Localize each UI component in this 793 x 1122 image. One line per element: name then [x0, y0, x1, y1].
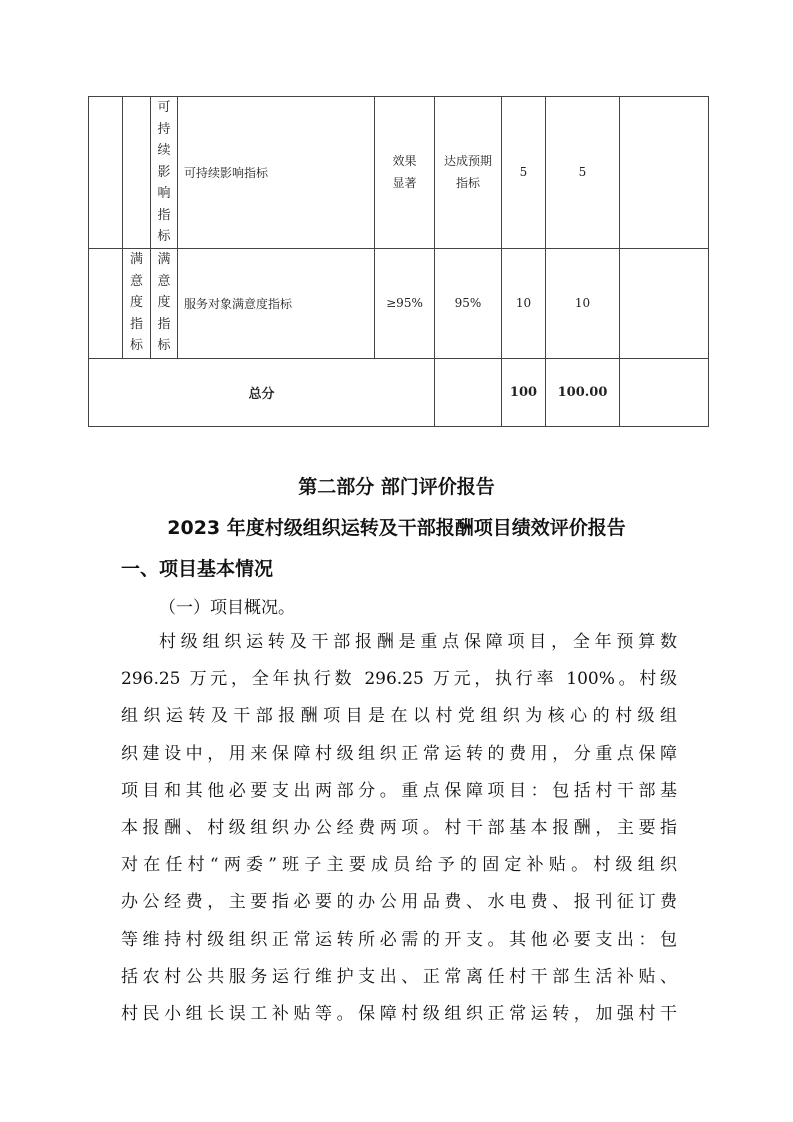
- paragraph-line: 织建设中，用来保障村级组织正常运转的费用，分重点保障: [121, 743, 677, 764]
- table-row: [89, 248, 709, 358]
- vertical-char: 响: [157, 186, 171, 201]
- paragraph-line: 办公经费，主要指必要的办公用品费、水电费、报刊征订费: [121, 892, 677, 913]
- indicator-category-cell: [151, 97, 178, 249]
- part-heading: 第二部分 部门评价报告: [298, 476, 495, 498]
- paragraph-line: 村级组织运转及干部报酬是重点保障项目，全年预算数: [159, 632, 677, 652]
- total-weight: 100: [502, 358, 546, 426]
- vertical-char: 满: [129, 252, 143, 268]
- subsection-heading: （一）项目概况。: [159, 598, 295, 618]
- target-value-cell: ≥95%: [375, 248, 435, 358]
- paragraph-line: 本报酬、村级组织办公经费两项。村干部基本报酬，主要指: [121, 817, 677, 838]
- report-title: 2023 年度村级组织运转及干部报酬项目绩效评价报告: [167, 517, 626, 539]
- indicator-category-cell: [151, 248, 178, 358]
- note-cell: [620, 97, 709, 249]
- vertical-char: 标: [129, 338, 143, 354]
- score-cell: 5: [546, 97, 620, 249]
- vertical-char: 度: [129, 295, 143, 311]
- section-heading: 一、项目基本情况: [121, 558, 274, 580]
- indicator-name-cell: 服务对象满意度指标: [178, 248, 375, 358]
- vertical-char: 标: [157, 338, 171, 354]
- indicator-name-cell: 可持续影响指标: [178, 97, 375, 249]
- vertical-char: 可: [157, 100, 171, 115]
- vertical-char: 持: [157, 121, 171, 137]
- actual-value-cell: 95%: [435, 248, 502, 358]
- total-score: 100.00: [546, 358, 620, 426]
- indicator-group-cell: [123, 248, 151, 358]
- vertical-char: 影: [157, 164, 171, 180]
- paragraph-line: 括农村公共服务运行维护支出、正常离任村干部生活补贴、: [121, 966, 677, 987]
- total-label: 总分: [89, 358, 435, 426]
- note-cell: [620, 248, 709, 358]
- vertical-char: 指: [129, 316, 143, 332]
- vertical-char: 意: [129, 273, 143, 289]
- actual-value: 达成预期指标: [443, 154, 492, 191]
- actual-value-cell: [435, 97, 502, 249]
- table-total-row: [89, 358, 709, 426]
- table-cell-empty: [89, 97, 123, 249]
- vertical-char: 意: [157, 273, 171, 289]
- target-value-cell: [375, 97, 435, 249]
- indicator-category-vertical: [151, 97, 177, 248]
- project-overview-paragraph: [121, 624, 677, 1033]
- indicator-group-vertical: [123, 249, 150, 357]
- paragraph-line: 组织运转及干部报酬项目是在以村党组织为核心的村级组: [121, 706, 677, 727]
- table-cell-empty: [89, 248, 123, 358]
- target-value: 效果显著: [392, 154, 417, 191]
- weight-cell: 5: [502, 97, 546, 249]
- indicator-category-vertical: [151, 249, 177, 357]
- vertical-char: 满: [157, 252, 171, 268]
- paragraph-line: 296.25 万元，全年执行数 296.25 万元，执行率 100%。村级: [121, 669, 677, 690]
- table-row: [89, 97, 709, 249]
- vertical-char: 标: [157, 229, 171, 244]
- vertical-char: 指: [157, 207, 171, 223]
- weight-cell: 10: [502, 248, 546, 358]
- vertical-char: 指: [157, 316, 171, 332]
- vertical-char: 续: [157, 143, 171, 158]
- paragraph-line: 项目和其他必要支出两部分。重点保障项目：包括村干部基: [121, 780, 677, 801]
- paragraph-line: 等维持村级组织正常运转所必需的开支。其他必要支出：包: [121, 929, 677, 950]
- table-cell-empty: [435, 358, 502, 426]
- score-cell: 10: [546, 248, 620, 358]
- table-cell-empty: [123, 97, 151, 249]
- paragraph-line: 对在任村“两委”班子主要成员给予的固定补贴。村级组织: [121, 855, 677, 876]
- performance-table: [88, 96, 709, 427]
- vertical-char: 度: [157, 295, 171, 311]
- paragraph-line: 村民小组长误工补贴等。保障村级组织正常运转，加强村干: [121, 1003, 677, 1024]
- note-cell: [620, 358, 709, 426]
